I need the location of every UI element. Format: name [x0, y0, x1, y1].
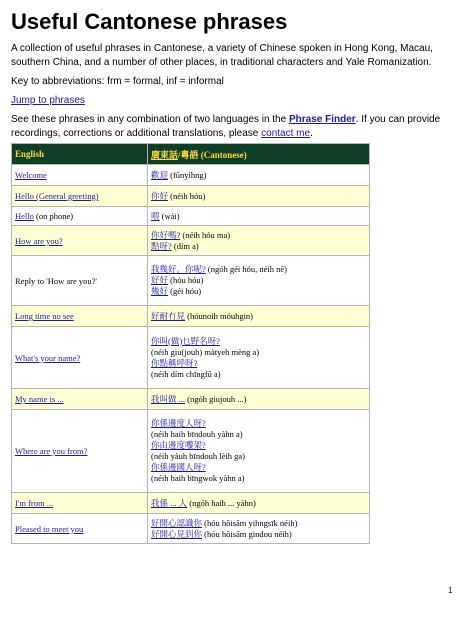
cantonese-line — [151, 286, 366, 297]
english-cell — [12, 493, 148, 514]
romanization: (hóu hōisām gindou néih) — [202, 528, 292, 539]
english-cell — [12, 410, 148, 493]
cantonese-line — [151, 498, 366, 509]
english-cell — [12, 207, 148, 226]
romanization: (néih dím chīngfū a) — [151, 368, 221, 379]
cantonese-phrase-link[interactable]: 好開心見到你 — [151, 528, 203, 539]
romanization: (néih yàuh bīndouh lèih ga) — [151, 451, 245, 461]
cantonese-phrase-link[interactable]: 幾好 — [151, 286, 169, 296]
cantonese-phrase-link[interactable]: 點呀? — [151, 240, 172, 251]
cantonese-cell — [148, 493, 370, 514]
english-phrase-link[interactable]: Where are you from? — [15, 446, 88, 456]
cantonese-line — [151, 473, 366, 484]
english-phrase-link[interactable]: Welcome — [15, 170, 47, 180]
finder-text-after: . — [310, 128, 313, 139]
table-row — [12, 389, 370, 410]
english-cell — [12, 256, 148, 306]
header-cantonese — [148, 144, 370, 165]
page-title: Useful Cantonese phrases — [11, 9, 288, 34]
cantonese-cell — [148, 327, 370, 389]
cantonese-line — [151, 429, 366, 440]
cantonese-line — [151, 264, 366, 275]
cantonese-line — [151, 311, 366, 322]
english-cell — [12, 165, 148, 186]
jump-paragraph — [11, 94, 85, 108]
romanization: (dím a) — [171, 240, 199, 251]
cantonese-line — [151, 275, 366, 286]
romanization: (géi hóu) — [168, 286, 202, 296]
cantonese-cell — [148, 186, 370, 207]
header-cantonese-rest: /粵語 (Cantonese) — [178, 149, 247, 160]
english-phrase-link[interactable]: Pleased to meet you — [15, 523, 84, 534]
english-phrase-link[interactable]: What's your name? — [15, 352, 81, 363]
cantonese-phrase-link[interactable]: 你點稱呼呀? — [151, 357, 198, 368]
cantonese-line — [151, 211, 366, 222]
romanization: (wái) — [159, 210, 180, 221]
romanization: (hóu hóu) — [168, 275, 204, 285]
cantonese-cell — [148, 256, 370, 306]
cantonese-line — [151, 336, 366, 347]
cantonese-line — [151, 440, 366, 451]
cantonese-line — [151, 369, 366, 380]
cantonese-line — [151, 191, 366, 202]
english-phrase-link[interactable]: Hello — [15, 211, 34, 221]
table-row — [12, 186, 370, 207]
intro-paragraph: A collection of useful phrases in Cantonese, a variety of Chinese spoken in Hong Kong, Macau, southern China, and a number of other places, in traditional characters and Yale Romanization. — [11, 43, 433, 68]
romanization: (ngóh giujouh ...) — [185, 393, 247, 404]
cantonese-phrase-link[interactable]: 你由邊度嚟架? — [151, 440, 206, 450]
phrase-finder-paragraph — [11, 113, 466, 141]
cantonese-line — [151, 241, 366, 252]
english-phrase-link[interactable]: Long time no see — [15, 311, 74, 321]
jump-to-phrases-link[interactable]: Jump to phrases — [11, 95, 85, 106]
cantonese-phrase-link[interactable]: 你叫(做)乜野名呀? — [151, 335, 220, 346]
table-row — [12, 410, 370, 493]
cantonese-phrase-link[interactable]: 我係 ... 人 — [151, 497, 188, 508]
cantonese-phrase-link[interactable]: 你好嗎? — [151, 229, 181, 240]
cantonese-line — [151, 394, 366, 405]
cantonese-phrase-link[interactable]: 歡迎 — [151, 169, 169, 180]
english-cell — [12, 306, 148, 327]
romanization: (ngóh géi hóu, néih nē) — [205, 264, 287, 274]
cantonese-cell — [148, 389, 370, 410]
table-row — [12, 306, 370, 327]
cantonese-phrase-link[interactable]: 你好 — [151, 190, 169, 201]
english-phrase-link[interactable]: Hello (General greeting) — [15, 191, 99, 201]
romanization: (néih haih bīngwok yàhn a) — [151, 473, 245, 483]
cantonese-line — [151, 518, 366, 529]
cantonese-line — [151, 230, 366, 241]
english-phrase-link[interactable]: I'm from ... — [15, 498, 54, 508]
table-row — [12, 207, 370, 226]
english-phrase: Reply to 'How are you?' — [15, 275, 97, 286]
cantonese-line — [151, 347, 366, 358]
table-row — [12, 327, 370, 389]
romanization: (ngóh haih ... yàhn) — [187, 497, 256, 508]
abbreviation-key: Key to abbreviations: frm = formal, inf = informal — [11, 76, 224, 87]
cantonese-line — [151, 462, 366, 473]
romanization: (fūnyìhng) — [168, 169, 207, 180]
page-number: 1 — [448, 586, 453, 595]
finder-text-before: See these phrases in any combination of two languages in the — [11, 114, 289, 125]
cantonese-line — [151, 358, 366, 369]
cantonese-phrase-link[interactable]: 你係邊國人呀? — [151, 462, 206, 472]
cantonese-line — [151, 170, 366, 181]
contact-me-link[interactable]: contact me — [261, 128, 311, 139]
romanization: (néih giu(jouh) màtyeh mèng a) — [151, 346, 260, 357]
english-phrase-link[interactable]: How are you? — [15, 235, 63, 246]
table-row — [12, 493, 370, 514]
cantonese-phrase-link[interactable]: 你係邊度人呀? — [151, 418, 206, 428]
english-cell — [12, 514, 148, 544]
romanization: (hóunoih móuhgin) — [185, 310, 254, 321]
table-row — [12, 226, 370, 256]
cantonese-cell — [148, 514, 370, 544]
english-cell — [12, 226, 148, 256]
cantonese-phrase-link[interactable]: 好好 — [151, 275, 169, 285]
phrases-table-body — [12, 165, 370, 544]
romanization: (néih hóu) — [168, 190, 206, 201]
cantonese-cell — [148, 306, 370, 327]
phrases-table — [11, 143, 370, 544]
cantonese-phrase-link[interactable]: 好耐冇見 — [151, 310, 186, 321]
romanization: (néih hóu ma) — [180, 229, 231, 240]
cantonese-phrase-link[interactable]: 我幾好。你呢? — [151, 264, 206, 274]
cantonese-phrase-link[interactable]: 喂 — [151, 210, 160, 221]
english-cell — [12, 389, 148, 410]
phrase-finder-link[interactable]: Phrase Finder — [288, 114, 356, 125]
header-cantonese-link[interactable]: 廣東話 — [151, 149, 179, 160]
cantonese-line — [151, 451, 366, 462]
english-phrase-link[interactable]: My name is ... — [15, 394, 64, 404]
english-cell — [12, 186, 148, 207]
table-row — [12, 256, 370, 306]
cantonese-cell — [148, 226, 370, 256]
english-phrase-suffix: (on phone) — [33, 211, 74, 221]
table-row — [12, 165, 370, 186]
finder-text-middle: . If you can provide recordings, corrections or additional translations, please — [11, 114, 441, 139]
cantonese-line — [151, 418, 366, 429]
romanization: (hóu hōisām yihngsīk néih) — [202, 517, 298, 528]
table-row — [12, 514, 370, 544]
cantonese-cell — [148, 207, 370, 226]
header-english: English — [12, 144, 148, 165]
cantonese-line — [151, 529, 366, 540]
english-cell — [12, 327, 148, 389]
cantonese-phrase-link[interactable]: 我叫做 ... — [151, 393, 186, 404]
cantonese-cell — [148, 165, 370, 186]
cantonese-phrase-link[interactable]: 好開心認識你 — [151, 517, 203, 528]
romanization: (néih haih bīndouh yàhn a) — [151, 429, 243, 439]
cantonese-cell — [148, 410, 370, 493]
table-header-row — [12, 144, 370, 165]
